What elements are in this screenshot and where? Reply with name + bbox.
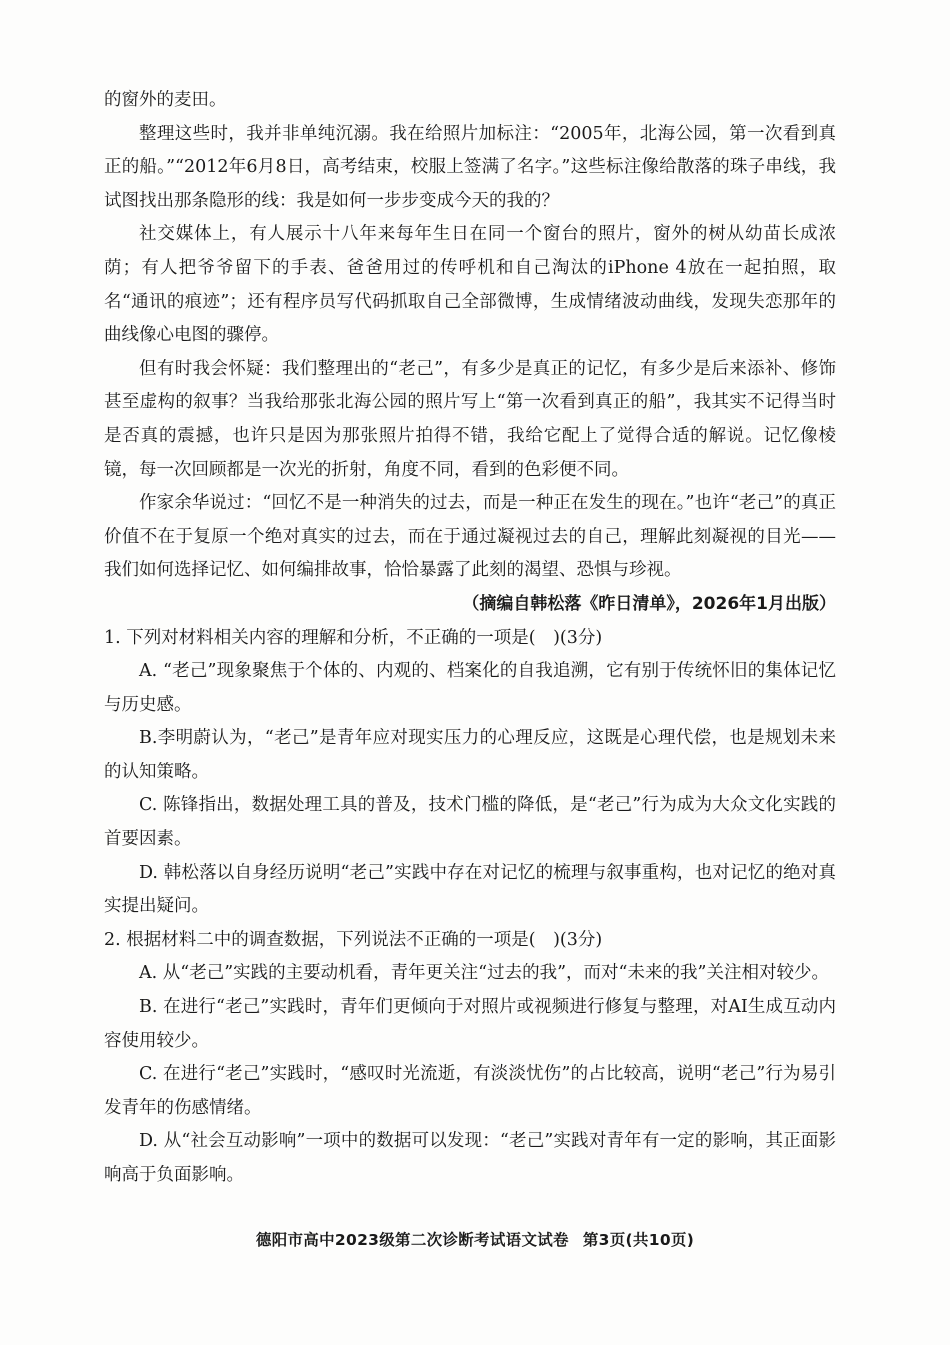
page-number: 第3页(共10页) [582, 1231, 695, 1249]
question-2-stem: 2. 根据材料二中的调查数据，下列说法不正确的一项是( )(3分) [104, 929, 603, 950]
passage-paragraph: 整理这些时，我并非单纯沉溺。我在给照片加标注：“2005年，北海公园，第一次看到真正的船。”“2012年6月8日，高考结束，校服上签满了名字。”这些标注像给散落的珠子串线，我试图找出那条隐形的线：我是如何一步步变成今天的我的？ [104, 123, 836, 211]
exam-title: 德阳市高中2023级第二次诊断考试语文试卷 [255, 1231, 569, 1249]
question-1-stem: 1. 下列对材料相关内容的理解和分析，不正确的一项是( )(3分) [104, 627, 603, 648]
question-2-option-b: B. 在进行“老己”实践时，青年们更倾向于对照片或视频进行修复与整理，对AI生成互动内容使用较少。 [104, 997, 836, 1051]
question-1-option-c: C. 陈锋指出，数据处理工具的普及，技术门槛的降低，是“老己”行为成为大众文化实践的首要因素。 [104, 795, 836, 850]
question-2-option-c: C. 在进行“老己”实践时，“感叹时光流逝，有淡淡忧伤”的占比较高，说明“老己”行为易引发青年的伤感情绪。 [104, 1064, 836, 1118]
source-citation: （摘编自韩松落《昨日清单》，2026年1月出版） [462, 593, 836, 614]
question-1-option-a: A. “老己”现象聚焦于个体的、内观的、档案化的自我追溯，它有别于传统怀旧的集体记忆与历史感。 [104, 661, 836, 715]
passage-paragraph: 社交媒体上，有人展示十八年来每年生日在同一个窗台的照片，窗外的树从幼苗长成浓荫；有人把爷爷留下的手表、爸爸用过的传呼机和自己淘汰的iPhone 4放在一起拍照，取名“通讯的痕迹”；还有程序员写代码抓取自己全部微博，生成情绪波动曲线，发现失恋那年的曲线像心电图的骤停。 [104, 224, 836, 346]
passage-paragraph: 作家余华说过：“回忆不是一种消失的过去，而是一种正在发生的现在。”也许“老己”的真正价值不在于复原一个绝对真实的过去，而在于通过凝视过去的自己，理解此刻凝视的目光——我们如何选择记忆、如何编排故事，恰恰暴露了此刻的渴望、恐惧与珍视。 [104, 493, 836, 581]
passage-paragraph: 但有时我会怀疑：我们整理出的“老己”，有多少是真正的记忆，有多少是后来添补、修饰甚至虚构的叙事？当我给那张北海公园的照片写上“第一次看到真正的船”，我其实不记得当时是否真的震撼，也许只是因为那张照片拍得不错，我给它配上了觉得合适的解说。记忆像棱镜，每一次回顾都是一次光的折射，角度不同，看到的色彩便不同。 [104, 358, 836, 480]
question-2-option-a: A. 从“老己”实践的主要动机看，青年更关注“过去的我”，而对“未来的我”关注相对较少。 [139, 963, 829, 984]
question-1-option-d: D. 韩松落以自身经历说明“老己”实践中存在对记忆的梳理与叙事重构，也对记忆的绝对真实提出疑问。 [104, 862, 836, 917]
question-2-option-d: D. 从“社会互动影响”一项中的数据可以发现：“老己”实践对青年有一定的影响，其正面影响高于负面影响。 [104, 1131, 836, 1185]
page-footer [0, 1228, 950, 1250]
passage-paragraph: 的窗外的麦田。 [104, 90, 227, 110]
page-content [104, 84, 836, 1193]
question-1-option-b: B.李明蔚认为，“老己”是青年应对现实压力的心理反应，这既是心理代偿，也是规划未来的认知策略。 [104, 728, 836, 782]
